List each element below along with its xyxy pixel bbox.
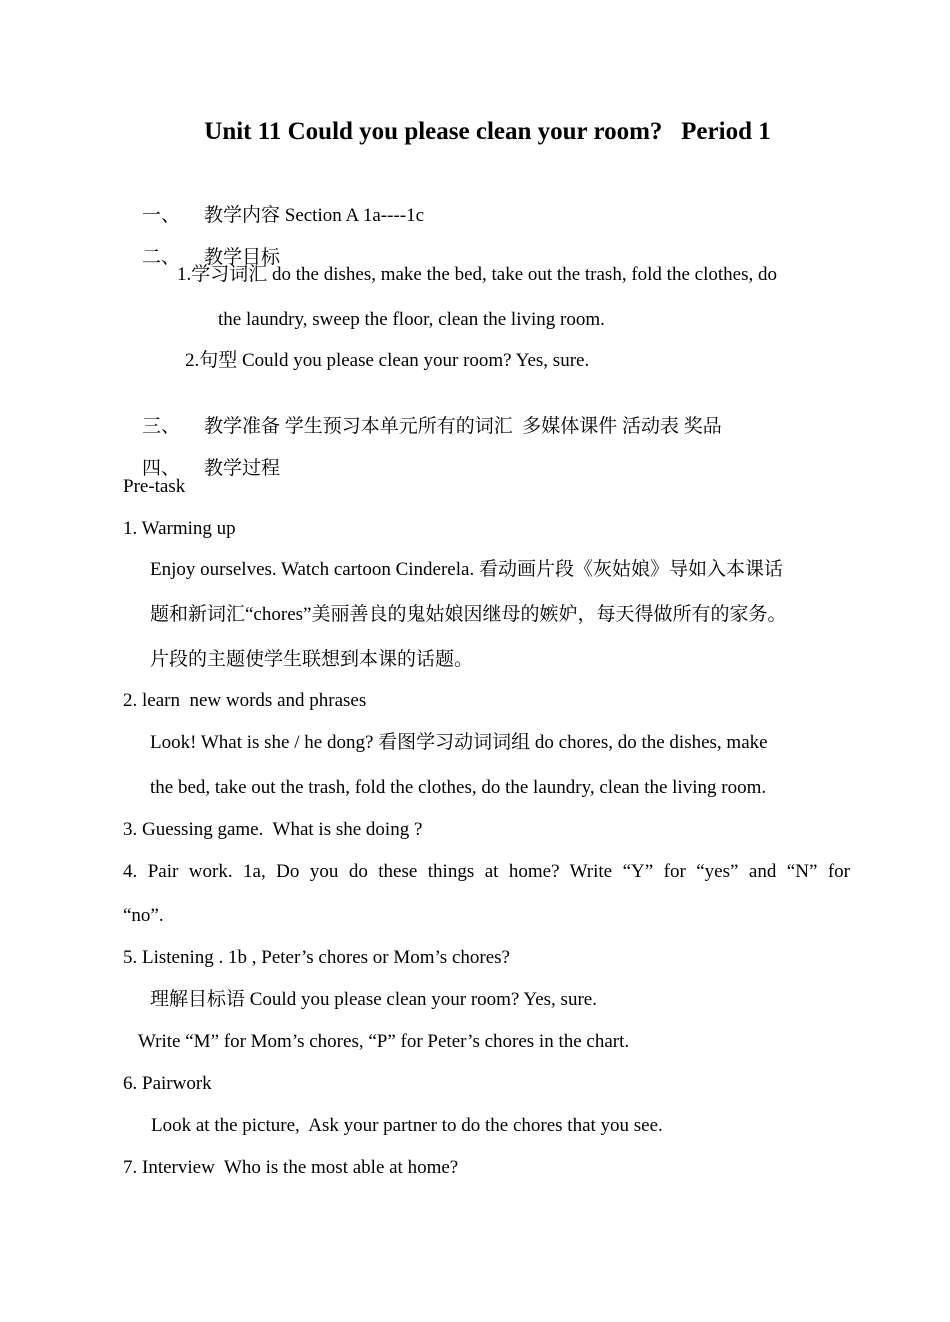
- pretask-heading: Pre-task: [123, 476, 186, 497]
- step-text: 理解目标语 Could you please clean your room? Yes, sure.: [150, 989, 597, 1010]
- step-text: the bed, take out the trash, fold the clothes, do the laundry, clean the living room.: [150, 777, 767, 798]
- page-title: Unit 11 Could you please clean your room? Period 1: [204, 118, 771, 145]
- step-heading: 4. Pair work. 1a, Do you do these things at home? Write “Y” for “yes” and “N” for: [123, 861, 850, 882]
- step-text: “no”.: [123, 905, 164, 926]
- step-text: 片段的主题使学生联想到本课的话题。: [150, 649, 474, 670]
- step-heading: 2. learn new words and phrases: [123, 690, 367, 711]
- section-text: 教学过程: [204, 458, 281, 479]
- section-number: 四、: [142, 458, 181, 479]
- step-heading: 1. Warming up: [123, 518, 236, 539]
- step-text: Look! What is she / he dong? 看图学习动词词组 do chores, do the dishes, make: [150, 732, 768, 753]
- step-heading: 6. Pairwork: [123, 1073, 212, 1094]
- section-number: 一、: [142, 205, 181, 226]
- objective-sentence: 2.句型 Could you please clean your room? Yes, sure.: [185, 350, 590, 371]
- section-text: 教学目标: [204, 247, 281, 268]
- step-text: Look at the picture, Ask your partner to do the chores that you see.: [151, 1115, 663, 1136]
- objective-vocabulary: 1.学习词汇 do the dishes, make the bed, take out the trash, fold the clothes, do: [177, 264, 777, 285]
- step-heading: 3. Guessing game. What is she doing ?: [123, 819, 423, 840]
- section-number: 三、: [142, 416, 181, 437]
- objective-vocabulary-cont: the laundry, sweep the floor, clean the living room.: [218, 309, 605, 330]
- step-text: Enjoy ourselves. Watch cartoon Cinderela. 看动画片段《灰姑娘》导如入本课话: [150, 559, 783, 580]
- step-text: Write “M” for Mom’s chores, “P” for Peter’s chores in the chart.: [138, 1031, 630, 1052]
- step-text: 题和新词汇“chores”美丽善良的鬼姑娘因继母的嫉妒，每天得做所有的家务。: [150, 604, 787, 625]
- section-text: 教学内容 Section A 1a----1c: [204, 205, 425, 226]
- step-heading: 5. Listening . 1b , Peter’s chores or Mom’s chores?: [123, 947, 510, 968]
- section-text: 教学准备 学生预习本单元所有的词汇 多媒体课件 活动表 奖品: [204, 416, 722, 437]
- section-number: 二、: [142, 247, 181, 268]
- step-heading: 7. Interview Who is the most able at home?: [123, 1157, 459, 1178]
